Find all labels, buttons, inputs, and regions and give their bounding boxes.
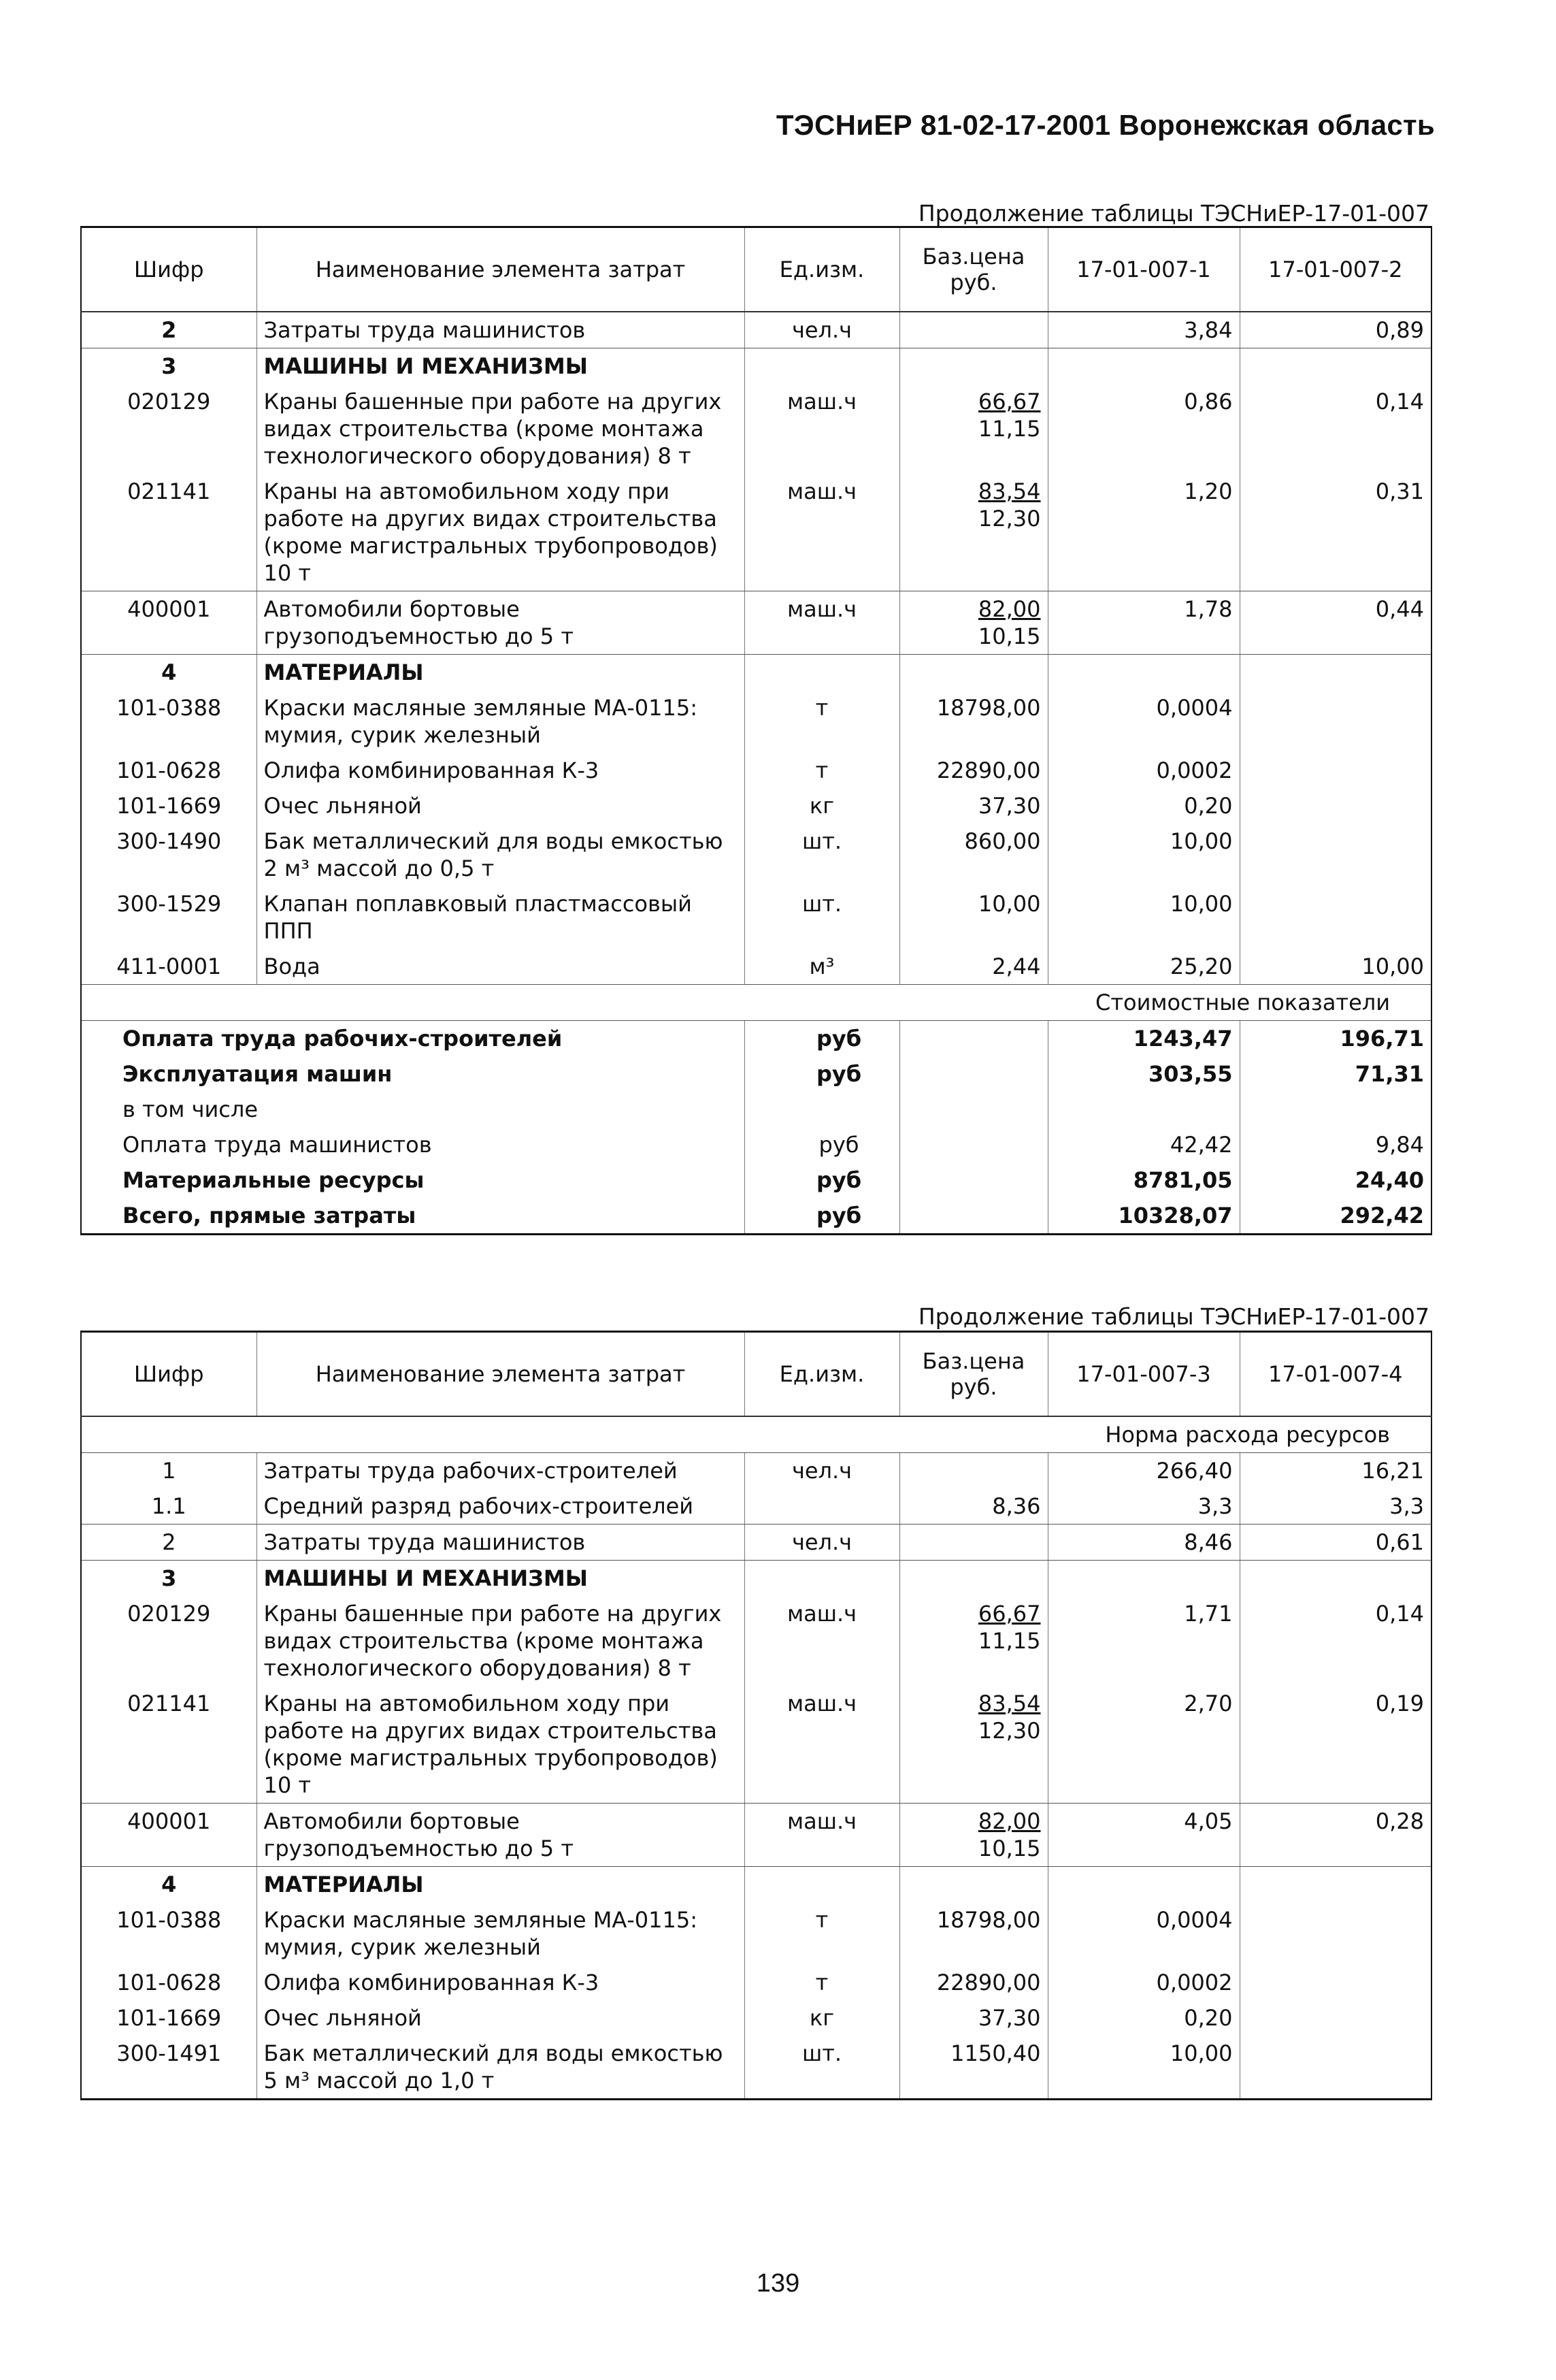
row-name: Очес льняной: [256, 788, 744, 824]
table-row: [81, 1453, 1431, 1489]
summary-unit: руб: [744, 1198, 899, 1235]
row-value-2: 0,31: [1240, 474, 1431, 591]
column-header: 17-01-007-3: [1048, 1332, 1240, 1417]
summary-row: [81, 1162, 1431, 1198]
summary-unit: руб: [744, 1021, 899, 1057]
row-name: Средний разряд рабочих-строителей: [256, 1488, 744, 1525]
section-title: МАШИНЫ И МЕХАНИЗМЫ: [256, 348, 744, 385]
row-value-2: [1240, 753, 1431, 788]
summary-row: [81, 1056, 1431, 1092]
band-title: Стоимостные показатели: [81, 985, 1431, 1021]
row-name: Очес льняной: [256, 2000, 744, 2036]
row-code: 1: [162, 1458, 176, 1484]
row-name: Олифа комбинированная К-3: [256, 753, 744, 788]
row-unit: маш.ч: [744, 474, 899, 591]
row-price: [899, 591, 1048, 655]
column-header: Ед.изм.: [744, 227, 899, 312]
summary-unit: [744, 1092, 899, 1127]
column-header: Шифр: [81, 1332, 256, 1417]
table-row: [81, 591, 1431, 655]
empty-cell: [899, 1162, 1048, 1198]
row-price: [899, 1965, 1048, 2000]
row-unit: м³: [744, 949, 899, 985]
summary-value-2: [1240, 1092, 1431, 1127]
summary-row: [81, 1021, 1431, 1057]
row-price: [899, 474, 1048, 591]
summary-label: в том числе: [122, 1096, 258, 1122]
row-price: [899, 886, 1048, 949]
row-value-2: [1240, 886, 1431, 949]
row-code: 300-1490: [116, 828, 222, 854]
row-value-2: [1240, 1965, 1431, 2000]
row-name: Затраты труда машинистов: [256, 1525, 744, 1561]
row-price: [899, 1804, 1048, 1867]
column-header: Баз.цена руб.: [899, 1332, 1048, 1417]
summary-row: [81, 1198, 1431, 1235]
table-row: [81, 824, 1431, 886]
row-price: [899, 1453, 1048, 1489]
row-name: Краны на автомобильном ходу при работе на других видах строительства (кроме магистральных трубопроводов) 10 т: [256, 1686, 744, 1804]
table-band-row: [81, 1416, 1431, 1453]
summary-unit: руб: [744, 1056, 899, 1092]
row-value-1: 266,40: [1048, 1453, 1240, 1489]
row-value-2: 0,61: [1240, 1525, 1431, 1561]
summary-row: [81, 1127, 1431, 1162]
row-code: 3: [161, 1565, 177, 1591]
row-unit: чел.ч: [744, 1525, 899, 1561]
column-header: 17-01-007-1: [1048, 227, 1240, 312]
column-header: Шифр: [81, 227, 256, 312]
row-unit: маш.ч: [744, 384, 899, 474]
table-header-row: [81, 227, 1431, 312]
price-value: 22890,00: [936, 757, 1041, 783]
section-title: МАТЕРИАЛЫ: [256, 1867, 744, 1903]
empty-cell: [744, 655, 899, 691]
summary-label: Оплата труда рабочих-строителей: [122, 1026, 563, 1052]
table-row: [81, 788, 1431, 824]
row-price: [899, 949, 1048, 985]
row-price: [899, 788, 1048, 824]
row-value-1: 1,71: [1048, 1596, 1240, 1686]
row-code: 2: [81, 312, 256, 348]
price-secondary-value: 12,30: [978, 506, 1041, 532]
row-unit: чел.ч: [744, 312, 899, 348]
row-value-1: 10,00: [1048, 886, 1240, 949]
row-value-1: 0,20: [1048, 788, 1240, 824]
summary-value-1: 1243,47: [1048, 1021, 1240, 1057]
row-value-1: 0,0002: [1048, 753, 1240, 788]
column-header: 17-01-007-2: [1240, 227, 1431, 312]
price-value: 1150,40: [950, 2040, 1041, 2066]
summary-label: Всего, прямые затраты: [122, 1203, 416, 1228]
row-value-1: 0,86: [1048, 384, 1240, 474]
price-value: 860,00: [964, 828, 1041, 854]
row-unit: кг: [744, 2000, 899, 2036]
row-name: Бак металлический для воды емкостью 5 м³ массой до 1,0 т: [256, 2036, 744, 2100]
empty-cell: [899, 1561, 1048, 1597]
row-code: 411-0001: [81, 949, 256, 985]
row-value-1: 1,78: [1048, 591, 1240, 655]
row-unit: маш.ч: [744, 1686, 899, 1804]
price-value: 37,30: [978, 2005, 1041, 2031]
row-value-2: 10,00: [1240, 949, 1431, 985]
summary-value-1: 303,55: [1048, 1056, 1240, 1092]
row-code: 101-0388: [116, 695, 222, 721]
table-row: [81, 1686, 1431, 1804]
row-code: 3: [161, 353, 177, 379]
table-row: [81, 2000, 1431, 2036]
section-title: МАТЕРИАЛЫ: [256, 655, 744, 691]
row-value-2: [1240, 2000, 1431, 2036]
row-price: [899, 1525, 1048, 1561]
row-code: 1.1: [81, 1488, 256, 1525]
section-row: [81, 1867, 1431, 1903]
price-value: 8,36: [992, 1493, 1041, 1519]
summary-value-1: [1048, 1092, 1240, 1127]
row-price: [899, 824, 1048, 886]
row-value-1: 1,20: [1048, 474, 1240, 591]
row-name: Автомобили бортовые грузоподъемностью до 5 т: [256, 1804, 744, 1867]
table-continuation-caption: Продолжение таблицы ТЭСНиЕР-17-01-007: [918, 200, 1429, 227]
column-header: Ед.изм.: [744, 1332, 899, 1417]
row-value-1: 3,84: [1048, 312, 1240, 348]
empty-cell: [744, 348, 899, 385]
row-unit: т: [744, 1965, 899, 2000]
row-name: Затраты труда рабочих-строителей: [256, 1453, 744, 1489]
price-value: 18798,00: [936, 695, 1041, 721]
row-code: 400001: [81, 591, 256, 655]
price-value: 66,67: [978, 1601, 1041, 1627]
row-price: [899, 1488, 1048, 1525]
table-row: [81, 690, 1431, 753]
row-unit: шт.: [744, 824, 899, 886]
price-secondary-value: 12,30: [978, 1718, 1041, 1744]
row-name: Краны на автомобильном ходу при работе на других видах строительства (кроме магистральных трубопроводов) 10 т: [256, 474, 744, 591]
resource-table-2: [80, 1331, 1432, 2100]
row-code: 300-1529: [116, 891, 222, 917]
row-name: Автомобили бортовые грузоподъемностью до 5 т: [256, 591, 744, 655]
table-row: [81, 949, 1431, 985]
empty-cell: [899, 655, 1048, 691]
resource-table-1: [80, 226, 1432, 1235]
price-value: 22890,00: [936, 1970, 1041, 1995]
table-row: [81, 2036, 1431, 2100]
row-unit: т: [744, 1902, 899, 1965]
row-unit: шт.: [744, 2036, 899, 2100]
row-value-1: 10,00: [1048, 2036, 1240, 2100]
table-header-row: [81, 1332, 1431, 1417]
summary-value-1: 42,42: [1048, 1127, 1240, 1162]
section-row: [81, 655, 1431, 691]
row-code: 020129: [127, 389, 211, 414]
row-value-2: [1240, 1902, 1431, 1965]
price-value: 18798,00: [936, 1907, 1041, 1933]
table-row: [81, 312, 1431, 348]
row-code: 101-0628: [116, 1970, 222, 1995]
row-value-2: 0,44: [1240, 591, 1431, 655]
section-row: [81, 348, 1431, 385]
row-value-2: 0,89: [1240, 312, 1431, 348]
summary-unit: руб: [744, 1162, 899, 1198]
row-value-2: 0,14: [1240, 384, 1431, 474]
row-unit: шт.: [744, 886, 899, 949]
empty-cell: [899, 1092, 1048, 1127]
section-row: [81, 1561, 1431, 1597]
row-code: 400001: [81, 1804, 256, 1867]
row-value-2: 3,3: [1240, 1488, 1431, 1525]
summary-row: [81, 1092, 1431, 1127]
empty-cell: [1048, 655, 1240, 691]
summary-value-1: 10328,07: [1048, 1198, 1240, 1235]
row-name: Краски масляные земляные МА-0115: мумия, сурик железный: [256, 1902, 744, 1965]
band-title: Норма расхода ресурсов: [81, 1416, 1431, 1453]
empty-cell: [1240, 1867, 1431, 1903]
price-secondary-value: 10,15: [978, 623, 1041, 649]
row-name: Бак металлический для воды емкостью 2 м³ массой до 0,5 т: [256, 824, 744, 886]
row-unit: т: [744, 690, 899, 753]
row-value-1: 2,70: [1048, 1686, 1240, 1804]
table-row: [81, 753, 1431, 788]
row-value-2: 16,21: [1240, 1453, 1431, 1489]
summary-value-2: 9,84: [1240, 1127, 1431, 1162]
row-value-1: 0,20: [1048, 2000, 1240, 2036]
column-header: Наименование элемента затрат: [256, 227, 744, 312]
table2-body: [81, 1332, 1431, 2100]
table-continuation-caption: Продолжение таблицы ТЭСНиЕР-17-01-007: [918, 1303, 1429, 1330]
row-value-1: 8,46: [1048, 1525, 1240, 1561]
summary-value-2: 71,31: [1240, 1056, 1431, 1092]
row-name: Краски масляные земляные МА-0115: мумия, сурик железный: [256, 690, 744, 753]
table-row: [81, 1596, 1431, 1686]
row-unit: маш.ч: [744, 591, 899, 655]
table-row: [81, 1525, 1431, 1561]
row-price: [899, 1596, 1048, 1686]
row-name: Затраты труда машинистов: [256, 312, 744, 348]
row-value-1: 10,00: [1048, 824, 1240, 886]
price-secondary-value: 11,15: [978, 416, 1041, 442]
row-price: [899, 2000, 1048, 2036]
column-header: Баз.цена руб.: [899, 227, 1048, 312]
row-price: [899, 2036, 1048, 2100]
summary-value-2: 24,40: [1240, 1162, 1431, 1198]
row-price: [899, 1902, 1048, 1965]
row-unit: кг: [744, 788, 899, 824]
price-value: 37,30: [978, 793, 1041, 819]
row-price: [899, 753, 1048, 788]
price-value: 83,54: [978, 478, 1041, 504]
empty-cell: [1240, 348, 1431, 385]
row-value-2: 0,19: [1240, 1686, 1431, 1804]
row-value-2: [1240, 824, 1431, 886]
empty-cell: [899, 1056, 1048, 1092]
summary-label: Оплата труда машинистов: [122, 1132, 432, 1158]
empty-cell: [1240, 655, 1431, 691]
row-unit: маш.ч: [744, 1596, 899, 1686]
section-title: МАШИНЫ И МЕХАНИЗМЫ: [256, 1561, 744, 1597]
column-header: Наименование элемента затрат: [256, 1332, 744, 1417]
empty-cell: [899, 1867, 1048, 1903]
empty-cell: [1048, 1867, 1240, 1903]
summary-label: Материальные ресурсы: [122, 1167, 425, 1193]
price-value: 66,67: [978, 389, 1041, 414]
table-row: [81, 1488, 1431, 1525]
row-name: Вода: [256, 949, 744, 985]
row-value-1: 0,0004: [1048, 1902, 1240, 1965]
table1-body: [81, 227, 1431, 1235]
table-row: [81, 1965, 1431, 2000]
row-value-2: 0,28: [1240, 1804, 1431, 1867]
row-unit: чел.ч: [744, 1453, 899, 1489]
price-value: 2,44: [992, 953, 1041, 979]
empty-cell: [1048, 348, 1240, 385]
row-code: 4: [161, 659, 177, 685]
row-code: 101-0628: [116, 757, 222, 783]
row-unit: маш.ч: [744, 1804, 899, 1867]
row-value-1: 25,20: [1048, 949, 1240, 985]
empty-cell: [744, 1561, 899, 1597]
empty-cell: [1240, 1561, 1431, 1597]
summary-value-1: 8781,05: [1048, 1162, 1240, 1198]
row-value-2: [1240, 2036, 1431, 2100]
price-secondary-value: 10,15: [978, 1836, 1041, 1861]
row-value-2: [1240, 690, 1431, 753]
row-unit: [744, 1488, 899, 1525]
price-value: 83,54: [978, 1691, 1041, 1716]
row-code: 101-0388: [116, 1907, 222, 1933]
row-code: 300-1491: [116, 2040, 222, 2066]
price-value: 82,00: [978, 1808, 1041, 1834]
row-price: [899, 312, 1048, 348]
row-value-1: 3,3: [1048, 1488, 1240, 1525]
row-code: 101-1669: [116, 2005, 222, 2031]
row-value-1: 0,0004: [1048, 690, 1240, 753]
table-row: [81, 384, 1431, 474]
document-header: ТЭСНиЕР 81-02-17-2001 Воронежская область: [776, 109, 1435, 141]
table-band-row: [81, 985, 1431, 1021]
row-name: Олифа комбинированная К-3: [256, 1965, 744, 2000]
empty-cell: [744, 1867, 899, 1903]
column-header: 17-01-007-4: [1240, 1332, 1431, 1417]
row-value-1: 0,0002: [1048, 1965, 1240, 2000]
empty-cell: [899, 1198, 1048, 1235]
row-price: [899, 384, 1048, 474]
row-code: 2: [81, 1525, 256, 1561]
table-row: [81, 1902, 1431, 1965]
row-value-2: [1240, 788, 1431, 824]
row-value-1: 4,05: [1048, 1804, 1240, 1867]
price-value: 10,00: [978, 891, 1041, 917]
empty-cell: [899, 348, 1048, 385]
row-value-2: 0,14: [1240, 1596, 1431, 1686]
table-row: [81, 474, 1431, 591]
empty-cell: [1048, 1561, 1240, 1597]
table-row: [81, 1804, 1431, 1867]
row-name: Краны башенные при работе на других видах строительства (кроме монтажа технологического оборудования) 8 т: [256, 1596, 744, 1686]
row-price: [899, 1686, 1048, 1804]
row-unit: т: [744, 753, 899, 788]
summary-value-2: 292,42: [1240, 1198, 1431, 1235]
summary-value-2: 196,71: [1240, 1021, 1431, 1057]
empty-cell: [899, 1127, 1048, 1162]
row-code: 020129: [127, 1601, 211, 1627]
row-code: 021141: [81, 1686, 256, 1804]
row-code: 101-1669: [116, 793, 222, 819]
row-code: 021141: [81, 474, 256, 591]
row-name: Краны башенные при работе на других видах строительства (кроме монтажа технологического оборудования) 8 т: [256, 384, 744, 474]
row-name: Клапан поплавковый пластмассовый ППП: [256, 886, 744, 949]
table-row: [81, 886, 1431, 949]
price-value: 82,00: [978, 596, 1041, 622]
row-price: [899, 690, 1048, 753]
row-code: 4: [161, 1872, 177, 1897]
price-secondary-value: 11,15: [978, 1628, 1041, 1654]
summary-label: Эксплуатация машин: [122, 1061, 393, 1087]
page-number: 139: [756, 2269, 800, 2298]
summary-unit: руб: [744, 1127, 899, 1162]
empty-cell: [899, 1021, 1048, 1057]
